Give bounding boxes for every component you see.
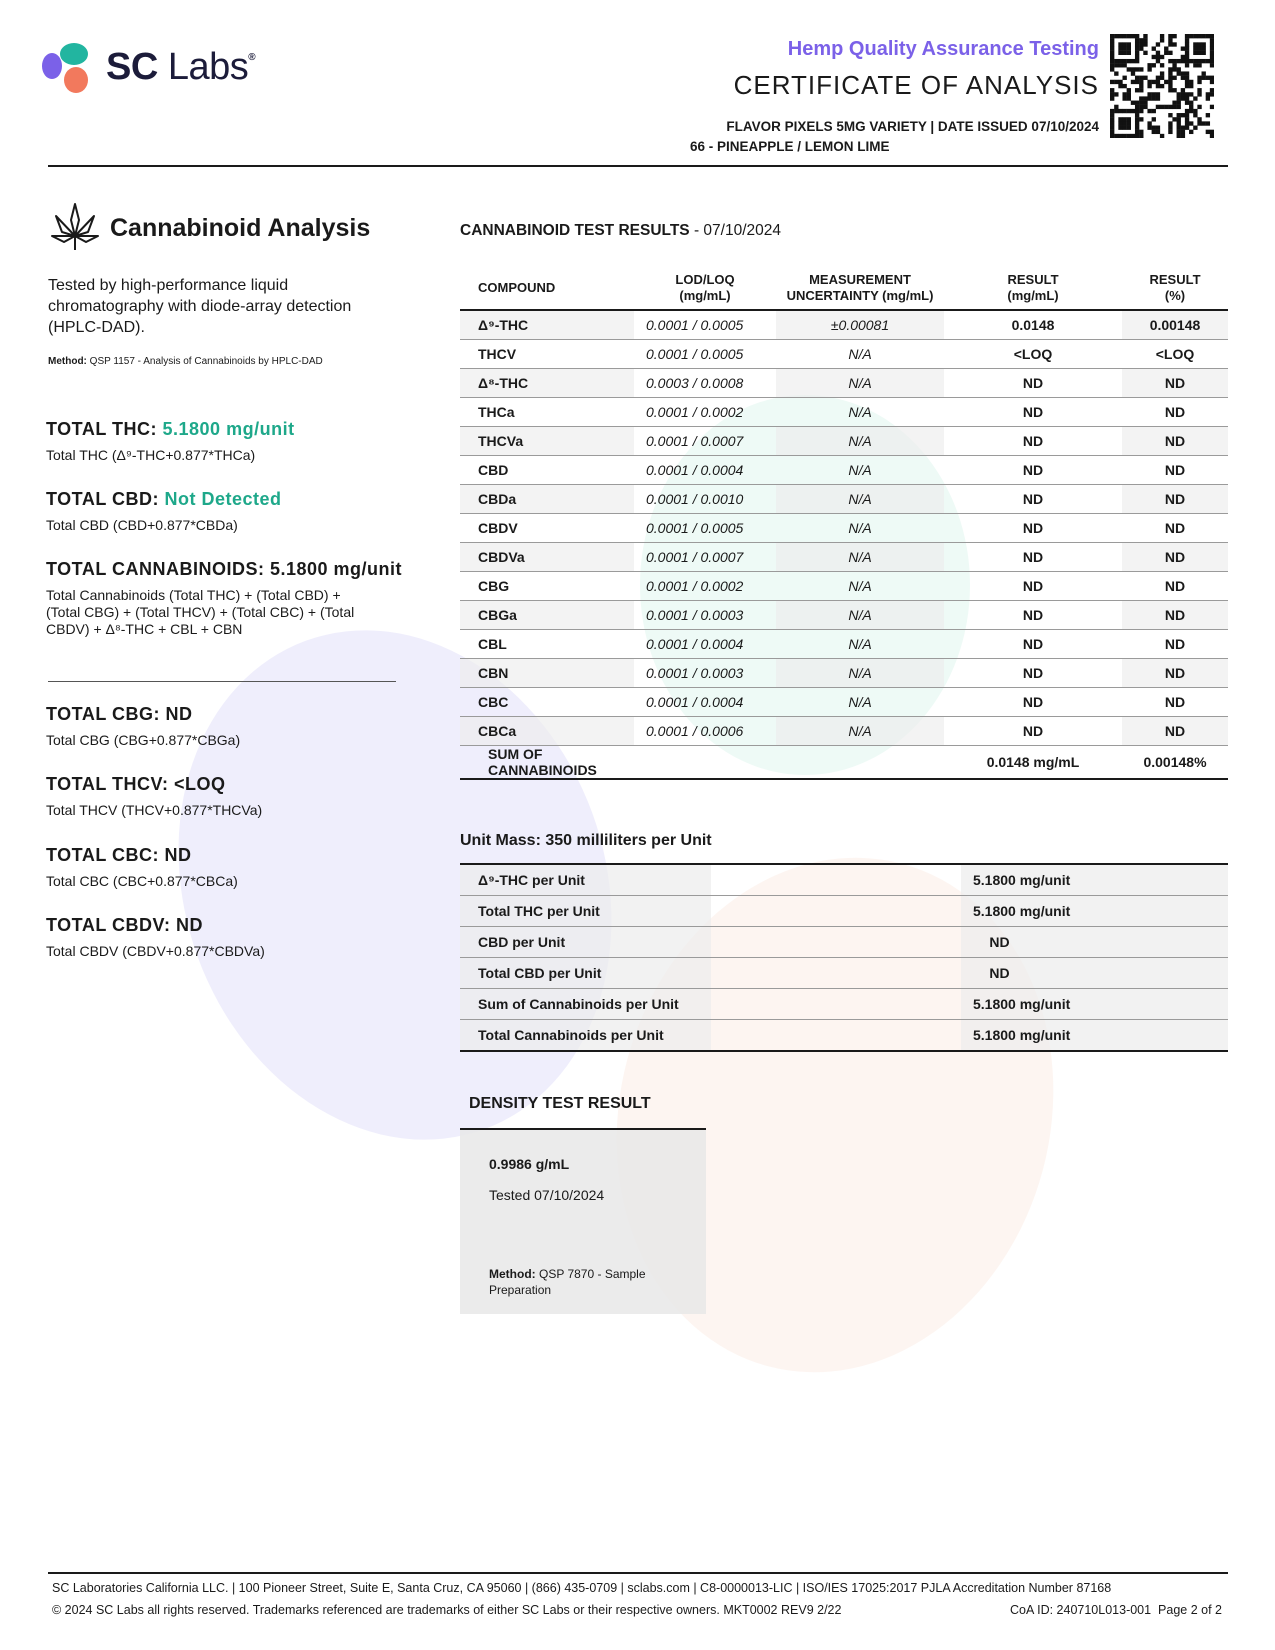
sum-row	[460, 746, 1228, 780]
table-row	[460, 427, 1228, 456]
analysis-description: Tested by high-performance liquid chromatography with diode-array detection (HPLC-DAD).	[48, 277, 352, 336]
header-divider	[48, 165, 1228, 167]
lodloq-cell: 0.0001 / 0.0003	[634, 659, 776, 688]
lodloq-cell: 0.0001 / 0.0007	[634, 543, 776, 572]
result-pct-cell: <LOQ	[1122, 340, 1228, 369]
result-pct-cell: ND	[1122, 369, 1228, 398]
total-cbd-formula: Total CBD (CBD+0.877*CBDa)	[46, 517, 238, 533]
total-thc: TOTAL THC: 5.1800 mg/unit	[46, 419, 295, 439]
header-title: CERTIFICATE OF ANALYSIS	[733, 70, 1099, 100]
total-thc-formula: Total THC (Δ⁹-THC+0.877*THCa)	[46, 447, 256, 463]
unit-spacer	[711, 927, 961, 958]
lodloq-cell: 0.0001 / 0.0004	[634, 630, 776, 659]
compound-cell: CBD	[460, 456, 634, 485]
col-lodloq: LOD/LOQ (mg/mL)	[675, 272, 735, 303]
test-results-title: CANNABINOID TEST RESULTS - 07/10/2024	[460, 222, 781, 239]
result-pct-cell: ND	[1122, 485, 1228, 514]
total-thcv-formula: Total THCV (THCV+0.877*THCVa)	[46, 802, 263, 818]
lodloq-cell: 0.0001 / 0.0002	[634, 398, 776, 427]
unit-row	[460, 864, 1228, 896]
brand-logo-text: SC Labs®	[106, 46, 256, 88]
unit-spacer	[711, 989, 961, 1020]
compound-cell: CBDV	[460, 514, 634, 543]
compound-cell: CBL	[460, 630, 634, 659]
compound-cell: THCV	[460, 340, 634, 369]
result-pct-cell: ND	[1122, 717, 1228, 746]
result-pct-cell: ND	[1122, 688, 1228, 717]
uncertainty-cell: N/A	[776, 601, 944, 630]
col-result-mgml: RESULT (mg/mL)	[1007, 272, 1059, 303]
unit-spacer	[711, 958, 961, 989]
qr-code-icon[interactable]	[1110, 34, 1214, 138]
result-pct-cell: ND	[1122, 514, 1228, 543]
table-row	[460, 572, 1228, 601]
total-cbg: TOTAL CBG: ND	[46, 704, 193, 724]
footer-divider	[48, 1572, 1228, 1574]
compound-cell: THCa	[460, 398, 634, 427]
col-compound: COMPOUND	[478, 280, 556, 295]
result-pct-cell: ND	[1122, 572, 1228, 601]
compound-cell: CBDVa	[460, 543, 634, 572]
uncertainty-cell: N/A	[776, 717, 944, 746]
result-mgml-cell: ND	[944, 398, 1122, 427]
total-cbdv: TOTAL CBDV: ND	[46, 915, 204, 935]
unit-value: 5.1800 mg/unit	[961, 1020, 1228, 1052]
unit-row	[460, 989, 1228, 1020]
lodloq-cell: 0.0001 / 0.0004	[634, 688, 776, 717]
cannabis-leaf-icon	[48, 200, 102, 254]
result-pct-cell: ND	[1122, 543, 1228, 572]
unit-row	[460, 896, 1228, 927]
cannabinoid-analysis-title: Cannabinoid Analysis	[110, 214, 371, 242]
result-mgml-cell: ND	[944, 514, 1122, 543]
lodloq-cell: 0.0001 / 0.0010	[634, 485, 776, 514]
result-pct-cell: ND	[1122, 398, 1228, 427]
lodloq-cell: 0.0001 / 0.0004	[634, 456, 776, 485]
result-pct-cell: ND	[1122, 601, 1228, 630]
uncertainty-cell: N/A	[776, 659, 944, 688]
uncertainty-cell: N/A	[776, 688, 944, 717]
unit-spacer	[711, 896, 961, 927]
compound-cell: CBN	[460, 659, 634, 688]
density-tested-date: Tested 07/10/2024	[489, 1187, 605, 1203]
density-value: 0.9986 g/mL	[489, 1156, 570, 1172]
uncertainty-cell: N/A	[776, 427, 944, 456]
total-cbc: TOTAL CBC: ND	[46, 845, 192, 865]
unit-spacer	[711, 864, 961, 896]
result-mgml-cell: ND	[944, 427, 1122, 456]
sum-label: SUM OF CANNABINOIDS	[460, 746, 634, 780]
uncertainty-cell: N/A	[776, 485, 944, 514]
unit-mass-title: Unit Mass: 350 milliliters per Unit	[460, 832, 712, 849]
unit-spacer	[711, 1020, 961, 1052]
table-row	[460, 659, 1228, 688]
results-header-row	[460, 267, 1228, 310]
uncertainty-cell: N/A	[776, 514, 944, 543]
sum-pct: 0.00148%	[1122, 746, 1228, 780]
result-pct-cell: ND	[1122, 659, 1228, 688]
sum-mgml: 0.0148 mg/mL	[944, 746, 1122, 780]
unit-mass-table	[460, 863, 1228, 1052]
header-flavor: 66 - PINEAPPLE / LEMON LIME	[690, 139, 890, 154]
compound-cell: Δ⁹-THC	[460, 310, 634, 340]
left-divider	[48, 681, 396, 682]
uncertainty-cell: N/A	[776, 543, 944, 572]
compound-cell: CBGa	[460, 601, 634, 630]
result-mgml-cell: ND	[944, 485, 1122, 514]
uncertainty-cell: N/A	[776, 630, 944, 659]
lodloq-cell: 0.0001 / 0.0003	[634, 601, 776, 630]
unit-value: 5.1800 mg/unit	[961, 864, 1228, 896]
compound-cell: THCVa	[460, 427, 634, 456]
uncertainty-cell: N/A	[776, 369, 944, 398]
footer-copyright: © 2024 SC Labs all rights reserved. Trademarks referenced are trademarks of either SC Labs or their respective owners. MKT0002 REV9 2/22	[52, 1603, 842, 1617]
total-cannabinoids: TOTAL CANNABINOIDS: 5.1800 mg/unit	[46, 559, 403, 579]
lodloq-cell: 0.0001 / 0.0002	[634, 572, 776, 601]
table-row	[460, 398, 1228, 427]
total-cbg-formula: Total CBG (CBG+0.877*CBGa)	[46, 732, 241, 748]
result-pct-cell: ND	[1122, 427, 1228, 456]
compound-cell: CBC	[460, 688, 634, 717]
table-row	[460, 369, 1228, 398]
lodloq-cell: 0.0003 / 0.0008	[634, 369, 776, 398]
footer-company-info: SC Laboratories California LLC. | 100 Pioneer Street, Suite E, Santa Cruz, CA 95060 | (866) 435-0709 | sclabs.com | C8-0000013-LIC | ISO/IES 17025:2017 PJLA Accreditation Number 87168	[52, 1581, 1112, 1595]
sc-labs-logo-icon	[40, 42, 96, 94]
table-row	[460, 543, 1228, 572]
result-mgml-cell: ND	[944, 688, 1122, 717]
analysis-method: Method: QSP 1157 - Analysis of Cannabinoids by HPLC-DAD	[48, 356, 323, 367]
lodloq-cell: 0.0001 / 0.0005	[634, 514, 776, 543]
result-mgml-cell: ND	[944, 601, 1122, 630]
result-mgml-cell: ND	[944, 572, 1122, 601]
uncertainty-cell: N/A	[776, 456, 944, 485]
table-row	[460, 601, 1228, 630]
table-row	[460, 717, 1228, 746]
result-mgml-cell: ND	[944, 630, 1122, 659]
sum-empty	[634, 746, 776, 780]
unit-label: Total CBD per Unit	[460, 958, 711, 989]
result-pct-cell: ND	[1122, 456, 1228, 485]
unit-label: CBD per Unit	[460, 927, 711, 958]
unit-row	[460, 1020, 1228, 1052]
table-row	[460, 310, 1228, 340]
total-cbc-formula: Total CBC (CBC+0.877*CBCa)	[46, 873, 238, 889]
compound-cell: CBG	[460, 572, 634, 601]
cannabinoid-results-table	[460, 267, 1228, 780]
result-mgml-cell: <LOQ	[944, 340, 1122, 369]
total-cbdv-formula: Total CBDV (CBDV+0.877*CBDVa)	[46, 943, 265, 959]
table-row	[460, 485, 1228, 514]
col-result-pct: RESULT (%)	[1149, 272, 1201, 303]
table-row	[460, 688, 1228, 717]
compound-cell: CBDa	[460, 485, 634, 514]
unit-label: Total Cannabinoids per Unit	[460, 1020, 711, 1052]
density-title: DENSITY TEST RESULT	[469, 1095, 651, 1112]
uncertainty-cell: N/A	[776, 572, 944, 601]
total-thcv: TOTAL THCV: <LOQ	[46, 774, 226, 794]
unit-value: ND	[961, 958, 1228, 989]
unit-row	[460, 927, 1228, 958]
col-uncertainty: MEASUREMENT UNCERTAINTY (mg/mL)	[786, 272, 934, 303]
total-cbd: TOTAL CBD: Not Detected	[46, 489, 282, 509]
result-pct-cell: ND	[1122, 630, 1228, 659]
total-cannabinoids-formula: Total Cannabinoids (Total THC) + (Total CBD) + (Total CBG) + (Total THCV) + (Total CBC) + (Total CBDV) + Δ⁸-THC + CBL + CBN	[46, 587, 355, 637]
result-mgml-cell: ND	[944, 717, 1122, 746]
result-mgml-cell: ND	[944, 456, 1122, 485]
unit-label: Δ⁹-THC per Unit	[460, 864, 711, 896]
header-subtitle: Hemp Quality Assurance Testing	[787, 38, 1099, 60]
unit-label: Total THC per Unit	[460, 896, 711, 927]
header-product-date: FLAVOR PIXELS 5MG VARIETY | DATE ISSUED 07/10/2024	[726, 119, 1099, 134]
unit-value: ND	[961, 927, 1228, 958]
unit-value: 5.1800 mg/unit	[961, 989, 1228, 1020]
unit-value: 5.1800 mg/unit	[961, 896, 1228, 927]
result-mgml-cell: ND	[944, 369, 1122, 398]
unit-label: Sum of Cannabinoids per Unit	[460, 989, 711, 1020]
result-pct-cell: 0.00148	[1122, 310, 1228, 340]
table-row	[460, 340, 1228, 369]
uncertainty-cell: N/A	[776, 398, 944, 427]
uncertainty-cell: ±0.00081	[776, 310, 944, 340]
table-row	[460, 456, 1228, 485]
compound-cell: Δ⁸-THC	[460, 369, 634, 398]
result-mgml-cell: ND	[944, 543, 1122, 572]
sum-empty	[776, 746, 944, 780]
lodloq-cell: 0.0001 / 0.0005	[634, 310, 776, 340]
result-mgml-cell: ND	[944, 659, 1122, 688]
compound-cell: CBCa	[460, 717, 634, 746]
uncertainty-cell: N/A	[776, 340, 944, 369]
table-row	[460, 514, 1228, 543]
result-mgml-cell: 0.0148	[944, 310, 1122, 340]
footer-coa-id: CoA ID: 240710L013-001 Page 2 of 2	[1010, 1603, 1222, 1617]
table-row	[460, 630, 1228, 659]
density-method: Method: QSP 7870 - Sample Preparation	[489, 1267, 646, 1297]
lodloq-cell: 0.0001 / 0.0006	[634, 717, 776, 746]
lodloq-cell: 0.0001 / 0.0007	[634, 427, 776, 456]
unit-row	[460, 958, 1228, 989]
lodloq-cell: 0.0001 / 0.0005	[634, 340, 776, 369]
